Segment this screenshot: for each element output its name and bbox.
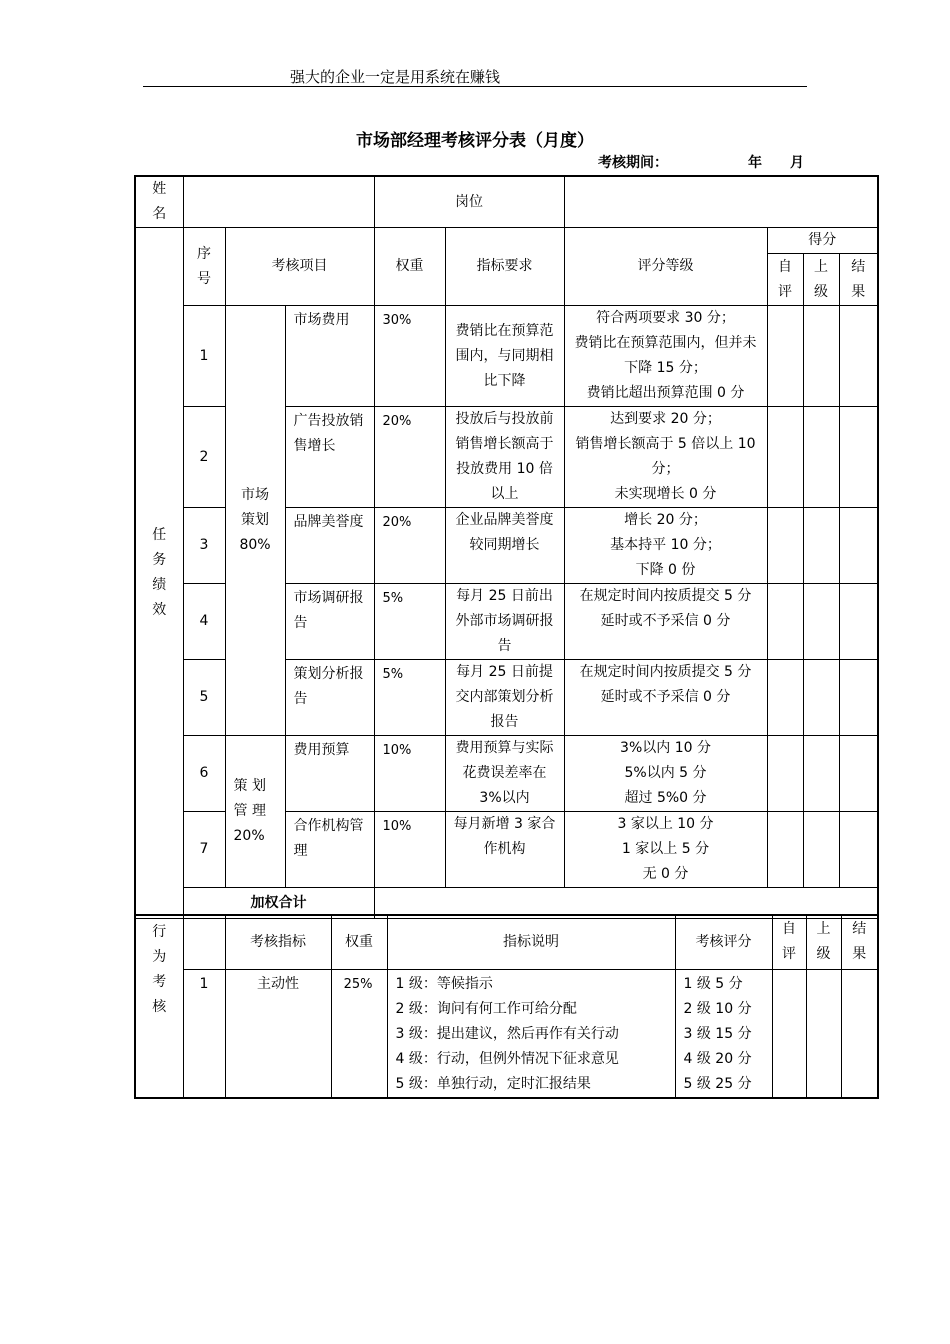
result-header: 结 果 (839, 254, 878, 306)
table-row (135, 736, 878, 812)
row-seq: 5 (183, 660, 225, 736)
row-item: 策划分析报告 (285, 660, 374, 736)
score-header: 得分 (767, 228, 878, 254)
requirement-header: 指标要求 (445, 228, 564, 306)
row-seq: 2 (183, 407, 225, 508)
row-weight: 20% (374, 508, 445, 584)
result-score-cell[interactable] (839, 508, 878, 584)
row-grade: 在规定时间内按质提交 5 分 延时或不予采信 0 分 (564, 584, 767, 660)
result-score-cell[interactable] (841, 969, 878, 1098)
row-requirement: 费销比在预算范围内，与同期相比下降 (445, 306, 564, 407)
behavior-superior-header: 上 级 (806, 915, 841, 969)
row-weight: 5% (374, 660, 445, 736)
position-label: 岗位 (374, 176, 564, 228)
header-divider (143, 86, 807, 87)
self-score-cell[interactable] (767, 584, 803, 660)
row-seq: 1 (183, 969, 225, 1098)
task-performance-table (134, 175, 879, 919)
table-row (135, 969, 878, 1098)
self-score-cell[interactable] (767, 736, 803, 812)
self-score-cell[interactable] (767, 508, 803, 584)
row-requirement: 每月 25 日前提交内部策划分析报告 (445, 660, 564, 736)
superior-score-cell[interactable] (806, 969, 841, 1098)
self-score-cell[interactable] (767, 812, 803, 888)
row-grade: 3%以内 10 分 5%以内 5 分 超过 5%0 分 (564, 736, 767, 812)
row-item: 费用预算 (285, 736, 374, 812)
superior-score-cell[interactable] (803, 584, 839, 660)
behavior-seq-header (183, 915, 225, 969)
self-score-cell[interactable] (767, 306, 803, 407)
row-grade: 增长 20 分； 基本持平 10 分； 下降 0 份 (564, 508, 767, 584)
result-score-cell[interactable] (839, 812, 878, 888)
group-label: 策 划 管 理 20% (225, 736, 285, 888)
row-seq: 6 (183, 736, 225, 812)
self-eval-header: 自 评 (767, 254, 803, 306)
superior-score-cell[interactable] (803, 660, 839, 736)
period-month: 月 (790, 155, 804, 171)
behavior-section-label: 行 为 考 核 (135, 915, 183, 1098)
row-requirement: 每月新增 3 家合作机构 (445, 812, 564, 888)
table-row (135, 306, 878, 407)
behavior-assessment-table (134, 914, 879, 1099)
row-weight: 25% (331, 969, 387, 1098)
weight-header: 权重 (374, 228, 445, 306)
indicator-header: 考核指标 (225, 915, 331, 969)
row-grade: 在规定时间内按质提交 5 分 延时或不予采信 0 分 (564, 660, 767, 736)
period-year: 年 (748, 155, 762, 171)
superior-score-cell[interactable] (803, 306, 839, 407)
row-grade: 3 家以上 10 分 1 家以上 5 分 无 0 分 (564, 812, 767, 888)
row-requirement: 每月 25 日前出外部市场调研报告 (445, 584, 564, 660)
row-weight: 10% (374, 812, 445, 888)
row-indicator: 主动性 (225, 969, 331, 1098)
name-label: 姓 名 (135, 176, 183, 228)
row-weight: 10% (374, 736, 445, 812)
page-title: 市场部经理考核评分表（月度） (356, 131, 594, 151)
row-grade: 达到要求 20 分； 销售增长额高于 5 倍以上 10 分； 未实现增长 0 分 (564, 407, 767, 508)
superior-score-cell[interactable] (803, 736, 839, 812)
period-label: 考核期间： (598, 155, 668, 171)
group-label: 市场 策划 80% (225, 306, 285, 736)
row-description: 1 级：等候指示 2 级：询问有何工作可给分配 3 级：提出建议，然后再作有关行动 4 级：行动，但例外情况下征求意见 5 级：单独行动，定时汇报结果 (387, 969, 675, 1098)
superior-score-cell[interactable] (803, 407, 839, 508)
row-weight: 20% (374, 407, 445, 508)
superior-score-cell[interactable] (803, 508, 839, 584)
row-seq: 3 (183, 508, 225, 584)
self-score-cell[interactable] (772, 969, 806, 1098)
row-requirement: 企业品牌美誉度较同期增长 (445, 508, 564, 584)
superior-score-cell[interactable] (803, 812, 839, 888)
header-slogan: 强大的企业一定是用系统在赚钱 (290, 68, 501, 86)
position-field[interactable] (564, 176, 878, 228)
superior-header: 上 级 (803, 254, 839, 306)
rating-header: 考核评分 (675, 915, 772, 969)
row-item: 品牌美誉度 (285, 508, 374, 584)
row-item: 市场费用 (285, 306, 374, 407)
result-score-cell[interactable] (839, 736, 878, 812)
result-score-cell[interactable] (839, 584, 878, 660)
description-header: 指标说明 (387, 915, 675, 969)
row-seq: 7 (183, 812, 225, 888)
name-field[interactable] (183, 176, 374, 228)
row-weight: 30% (374, 306, 445, 407)
row-seq: 4 (183, 584, 225, 660)
row-rating: 1 级 5 分 2 级 10 分 3 级 15 分 4 级 20 分 5 级 25 分 (675, 969, 772, 1098)
row-grade: 符合两项要求 30 分； 费销比在预算范围内，但并未下降 15 分； 费销比超出预算范围 0 分 (564, 306, 767, 407)
row-requirement: 费用预算与实际花费误差率在 3%以内 (445, 736, 564, 812)
self-score-cell[interactable] (767, 660, 803, 736)
task-section-label: 任 务 绩 效 (135, 228, 183, 919)
result-score-cell[interactable] (839, 407, 878, 508)
behavior-self-header: 自 评 (772, 915, 806, 969)
row-weight: 5% (374, 584, 445, 660)
row-requirement: 投放后与投放前销售增长额高于投放费用 10 倍以上 (445, 407, 564, 508)
behavior-weight-header: 权重 (331, 915, 387, 969)
result-score-cell[interactable] (839, 660, 878, 736)
item-header: 考核项目 (225, 228, 374, 306)
weighted-total-label: 加权合计 (183, 888, 374, 919)
row-item: 合作机构管理 (285, 812, 374, 888)
behavior-result-header: 结 果 (841, 915, 878, 969)
result-score-cell[interactable] (839, 306, 878, 407)
row-item: 市场调研报告 (285, 584, 374, 660)
row-item: 广告投放销售增长 (285, 407, 374, 508)
grade-header: 评分等级 (564, 228, 767, 306)
seq-header: 序 号 (183, 228, 225, 306)
row-seq: 1 (183, 306, 225, 407)
self-score-cell[interactable] (767, 407, 803, 508)
